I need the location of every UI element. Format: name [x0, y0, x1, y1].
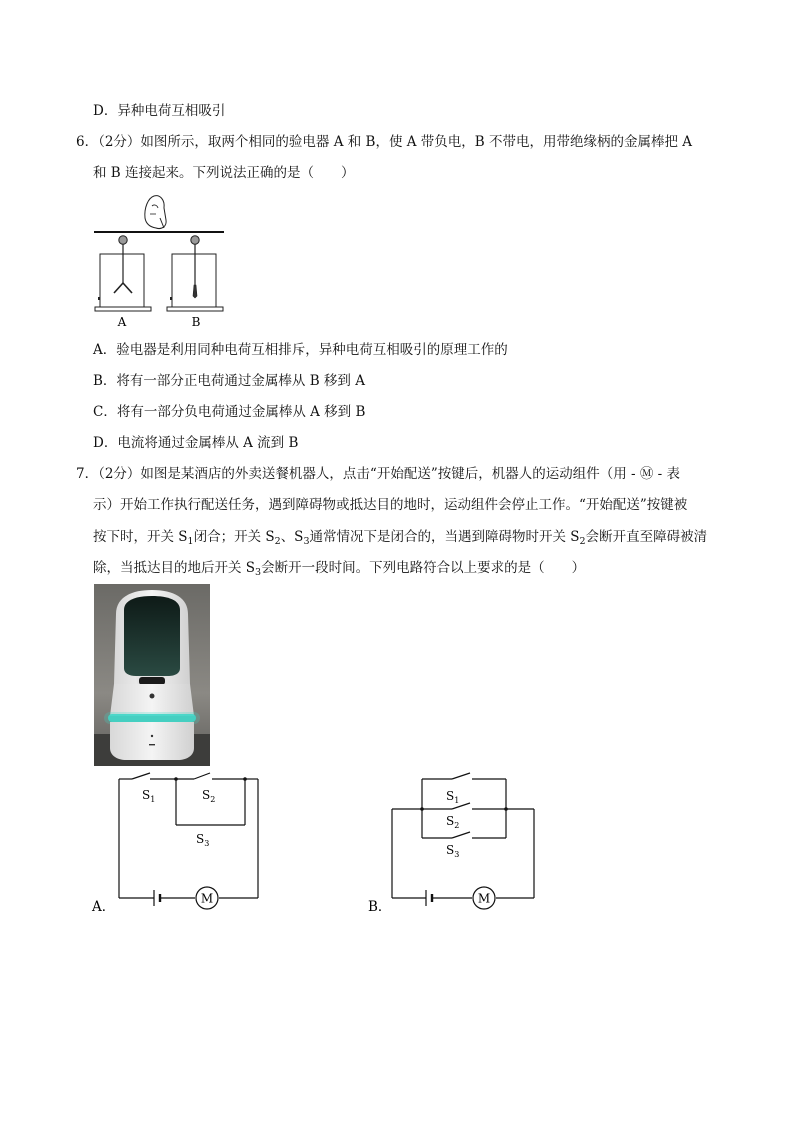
switch-s1-b: [452, 773, 470, 779]
label-electroscope-b: B: [191, 315, 201, 329]
q7-stem-line1: 7．（2分）如图是某酒店的外卖送餐机器人，点击“开始配送”按键后，机器人的运动组件（用 - Ⓜ - 表: [76, 466, 681, 482]
q6-option-c: C．将有一部分负电荷通过金属棒从 A 移到 B: [93, 404, 366, 420]
q7-stem-line2: 示）开始工作执行配送任务，遇到障碍物或抵达目的地时，运动组件会停止工作。“开始配送”按键被: [93, 497, 688, 513]
svg-text:S2: $S_2$: [202, 788, 216, 804]
svg-text:S3: $S_3$: [196, 832, 210, 848]
svg-text:S1: $S_1$: [446, 789, 460, 805]
svg-text:S2: $S_2$: [446, 814, 460, 830]
svg-text:M: M: [477, 891, 491, 906]
electroscope-b: [167, 236, 223, 311]
q7-stem-line3: 按下时，开关 $S_1$闭合；开关 $S_2$、$S_3$通常情况下是闭合的，当遇到障碍物时开关 $S_2$会断开直至障碍被清: [93, 529, 708, 547]
circuit-a: [90, 770, 270, 918]
prev-option-d: D．异种电荷互相吸引: [93, 103, 226, 119]
circuit-b-label: B．: [368, 899, 392, 915]
q7-stem-line4: 除，当抵达目的地后开关 $S_3$会断开一段时间。下列电路符合以上要求的是（ ）: [93, 560, 586, 578]
delivery-robot-photo: [94, 584, 210, 766]
q6-option-b: B．将有一部分正电荷通过金属棒从 B 移到 A: [93, 373, 365, 389]
electroscope-figure: [90, 190, 230, 332]
q6-stem-line2: 和 B 连接起来。下列说法正确的是（ ）: [93, 165, 355, 181]
q6-option-a: A．验电器是利用同种电荷互相排斥，异种电荷互相吸引的原理工作的: [93, 342, 508, 358]
q6-option-d: D．电流将通过金属棒从 A 流到 B: [93, 435, 299, 451]
circuit-b: [366, 770, 546, 918]
switch-s1: [132, 773, 150, 779]
svg-text:S1: $S_1$: [142, 788, 156, 804]
label-electroscope-a: A: [117, 315, 127, 329]
electroscope-a: [95, 236, 151, 311]
svg-text:M: M: [200, 891, 214, 906]
q6-stem-line1: 6．（2分）如图所示，取两个相同的验电器 A 和 B，使 A 带负电，B 不带电，用带绝缘柄的金属棒把 A: [76, 134, 693, 150]
switch-s3-b: [452, 832, 470, 838]
switch-s2: [194, 773, 210, 779]
circuit-a-label: A．: [92, 899, 116, 915]
svg-text:S3: $S_3$: [446, 843, 460, 859]
